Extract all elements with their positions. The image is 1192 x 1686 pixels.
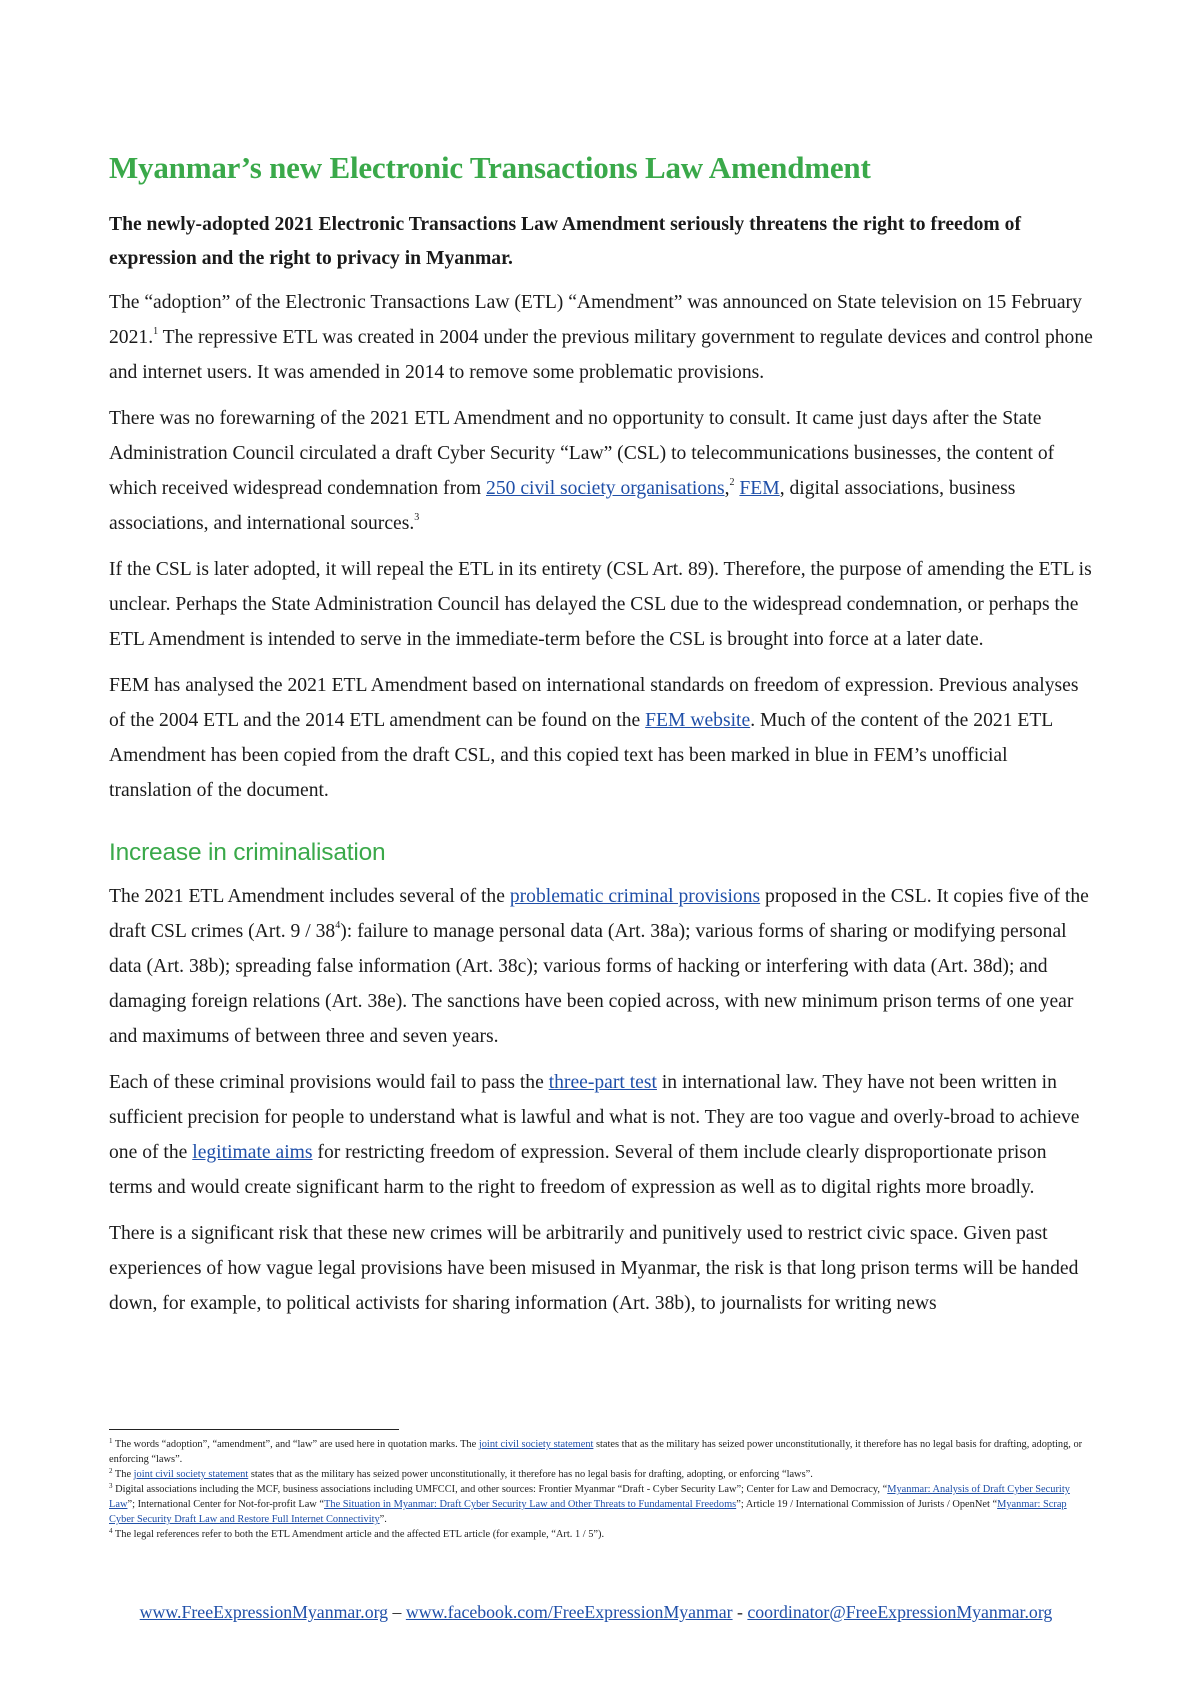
footnote-ref-2[interactable]: 2 (729, 477, 735, 488)
footnotes (109, 1437, 1094, 1542)
footer-email-link[interactable]: coordinator@FreeExpressionMyanmar.org (747, 1602, 1053, 1622)
lead-paragraph: The newly-adopted 2021 Electronic Transactions Law Amendment seriously threatens the right to freedom of expression and the right to privacy in Myanmar. (109, 214, 1021, 269)
link-legitimate-aims[interactable]: legitimate aims (192, 1142, 313, 1163)
footnote-3-link-cld[interactable]: Myanmar: Analysis of Draft Cyber Security Law (109, 1484, 1070, 1510)
footer-website-link[interactable]: www.FreeExpressionMyanmar.org (139, 1602, 389, 1622)
paragraph-1: The “adoption” of the Electronic Transactions Law (ETL) “Amendment” was announced on State television on 15 February 2021.$^1$ The repressive ETL was created in 2004 under the previous military government to regulate devices and control phone and internet users. It was amended in 2014 to remove some problematic provisions. (109, 292, 1093, 383)
footnote-ref-3[interactable]: 3 (414, 512, 420, 523)
footnote-divider (109, 1429, 399, 1430)
footnote-3: $^3$ Digital associations including the MCF, business associations including UMFCCI, and other sources: Frontier Myanmar “Draft - Cyber Security Law”; Center for Law and Democracy, “Myanmar: Analysis of Draft Cyber Security Law”; International Center for Not-for-profit Law “The Situation in Myanmar: Draft Cyber Security Law and Other Threats to Fundamental Freedoms”; Article 19 / International Commission of Jurists / OpenNet “Myanmar: Scrap Cyber Security Draft Law and Restore Full Internet Connectivity”. (109, 1482, 1070, 1525)
section-heading: Increase in criminalisation (109, 839, 386, 866)
footnote-ref-4[interactable]: 4 (335, 920, 341, 931)
page-title: Myanmar’s new Electronic Transactions Law Amendment (109, 150, 871, 185)
page-footer: www.FreeExpressionMyanmar.org – www.facebook.com/FreeExpressionMyanmar - coordinator@FreeExpressionMyanmar.org (139, 1602, 1053, 1622)
footnote-ref-1[interactable]: 1 (153, 326, 159, 337)
link-250-cso[interactable]: 250 civil society organisations (486, 478, 725, 499)
paragraph-4: FEM has analysed the 2021 ETL Amendment based on international standards on freedom of expression. Previous analyses of the 2004 ETL and the 2014 ETL amendment can be found on the FEM website. Much of the content of the 2021 ETL Amendment has been copied from the draft CSL, and this copied text has been marked in blue in FEM’s unofficial translation of the document. (109, 675, 1079, 801)
paragraph-2: There was no forewarning of the 2021 ETL Amendment and no opportunity to consult. It came just days after the State Administration Council circulated a draft Cyber Security “Law” (CSL) to telecommunications businesses, the content of which received widespread condemnation from 250 civil society organisations,$^2$ FEM, digital associations, business associations, and international sources.$^3$ (109, 408, 1055, 534)
paragraph-3: If the CSL is later adopted, it will repeal the ETL in its entirety (CSL Art. 89). Therefore, the purpose of amending the ETL is unclear. Perhaps the State Administration Council has delayed the CSL due to the widespread condemnation, or perhaps the ETL Amendment is intended to serve in the immediate-term before the CSL is brought into force at a later date. (109, 559, 1092, 650)
footnote-2-link[interactable]: joint civil society statement (133, 1469, 249, 1480)
link-three-part-test[interactable]: three-part test (548, 1072, 657, 1093)
link-fem-website[interactable]: FEM website (645, 710, 751, 731)
paragraph-6: Each of these criminal provisions would fail to pass the three-part test in international law. They have not been written in sufficient precision for people to understand what is lawful and what is not. They are too vague and overly-broad to achieve one of the legitimate aims for restricting freedom of expression. Several of them include clearly disproportionate prison terms and would create significant harm to the right to freedom of expression as well as to digital rights more broadly. (109, 1072, 1080, 1198)
paragraph-7: There is a significant risk that these new crimes will be arbitrarily and punitively used to restrict civic space. Given past experiences of how vague legal provisions have been misused in Myanmar, the risk is that long prison terms will be handed down, for example, to political activists for sharing information (Art. 38b), to journalists for writing news (109, 1223, 1079, 1314)
link-problematic-criminal-provisions[interactable]: problematic criminal provisions (509, 886, 761, 907)
footnote-1: $^1$ The words “adoption”, “amendment”, and “law” are used here in quotation marks. The joint civil society statement states that as the military has seized power unconstitutionally, it therefore has no legal basis for drafting, adopting, or enforcing “laws”. (109, 1437, 1083, 1465)
link-fem[interactable]: FEM (739, 478, 780, 499)
paragraph-5: The 2021 ETL Amendment includes several of the problematic criminal provisions proposed in the CSL. It copies five of the draft CSL crimes (Art. $9 / 38^4$): failure to manage personal data (Art. 38a); various forms of sharing or modifying personal data (Art. 38b); spreading false information (Art. 38c); various forms of hacking or interfering with data (Art. 38d); and damaging foreign relations (Art. 38e). The sanctions have been copied across, with new minimum prison terms of one year and maximums of between three and seven years. (109, 886, 1089, 1047)
footnote-2: $^2$ The joint civil society statement states that as the military has seized power unconstitutionally, it therefore has no legal basis for drafting, adopting, or enforcing “laws”. (109, 1467, 813, 1480)
footnote-1-link[interactable]: joint civil society statement (478, 1439, 594, 1450)
footnote-3-link-article19[interactable]: Myanmar: Scrap Cyber Security Draft Law and Restore Full Internet Connectivity (109, 1499, 1067, 1525)
document-body (109, 150, 1094, 1332)
footer-facebook-link[interactable]: www.facebook.com/FreeExpressionMyanmar (405, 1602, 733, 1622)
footnote-3-link-icnl[interactable]: The Situation in Myanmar: Draft Cyber Security Law and Other Threats to Fundamental Freedoms (324, 1499, 737, 1510)
footnote-4: $^4$ The legal references refer to both the ETL Amendment article and the affected ETL article (for example, “Art. 1 / 5”). (109, 1527, 605, 1540)
